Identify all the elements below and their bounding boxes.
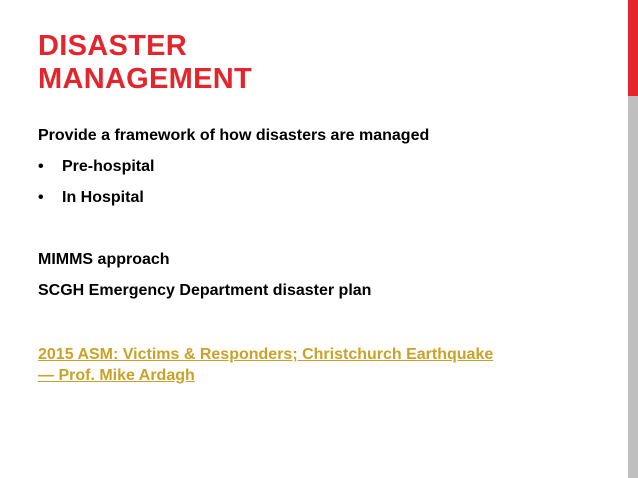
item-mimms-approach: MIMMS approach [38,251,170,268]
bullet-item-in-hospital [38,188,144,208]
link-line-1[interactable]: 2015 ASM: Victims & Responders; Christchurch Earthquake [38,346,494,363]
bullet-label: In Hospital [62,189,144,206]
asm-talk-link[interactable] [38,344,493,386]
title-line-2: MANAGEMENT [38,63,253,95]
bullet-label: Pre-hospital [62,158,155,175]
link-line-2[interactable]: — Prof. Mike Ardagh [38,367,195,384]
right-edge-stripe-red [628,0,638,96]
title-line-1: DISASTER [38,30,188,62]
item-scgh-disaster-plan: SCGH Emergency Department disaster plan [38,282,372,299]
bullet-icon: • [38,158,44,175]
slide-title [38,30,252,96]
intro-text: Provide a framework of how disasters are managed [38,127,430,144]
bullet-icon: • [38,189,44,206]
bullet-item-pre-hospital [38,157,154,177]
